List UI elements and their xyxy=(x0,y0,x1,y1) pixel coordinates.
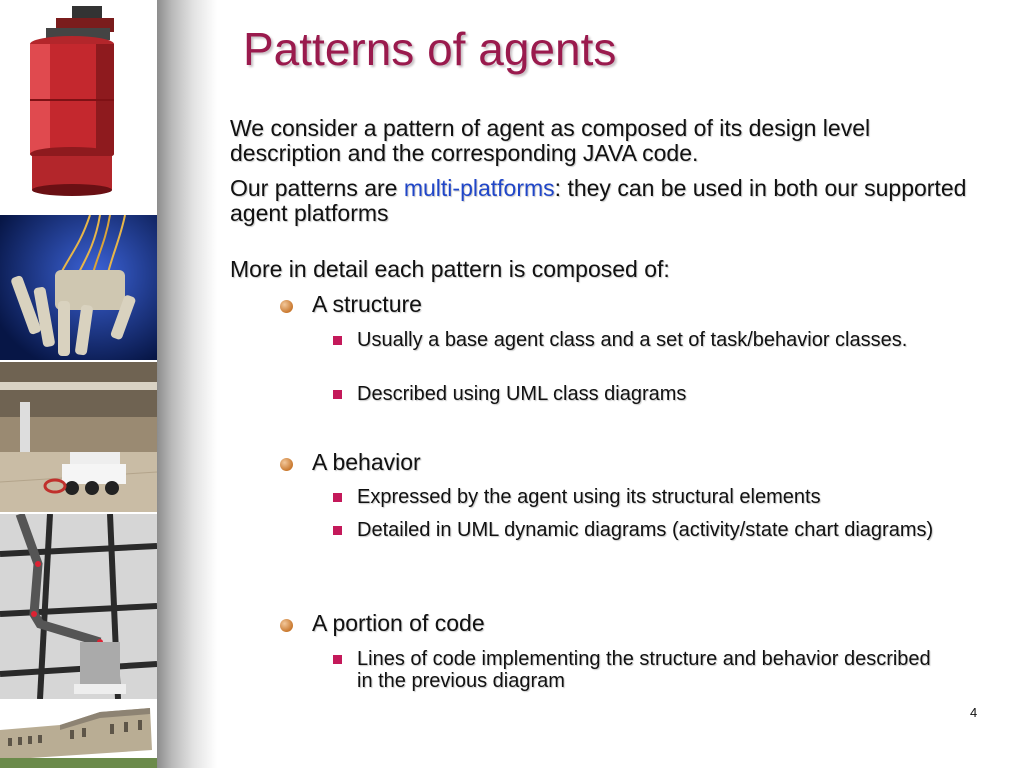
sidebar-photo-strip xyxy=(0,0,157,768)
code-bullet: A portion of code xyxy=(312,610,485,636)
bullet-square-icon xyxy=(333,390,342,399)
robot-arm-grid-photo xyxy=(0,514,157,699)
page-number: 4 xyxy=(970,705,978,720)
sidebar-shadow-divider xyxy=(157,0,217,768)
platforms-text-after: : they can be used in both our supported agent platforms xyxy=(230,175,967,226)
intro-paragraph: We consider a pattern of agent as composed of its design level description and the corresponding JAVA code. xyxy=(230,115,871,166)
bullet-dot-icon xyxy=(280,619,293,632)
historic-building-photo xyxy=(0,700,157,768)
robotic-hand-photo xyxy=(0,215,157,360)
structure-sub-item-1: Usually a base agent class and a set of task/behavior classes. xyxy=(357,329,908,351)
bullet-square-icon xyxy=(333,493,342,502)
slide-title: Patterns of agents xyxy=(243,23,617,75)
small-mobile-robot-photo xyxy=(0,362,157,512)
behavior-sub-item-2: Detailed in UML dynamic diagrams (activity/state chart diagrams) xyxy=(357,519,934,541)
behavior-bullet: A behavior xyxy=(312,449,421,475)
bullet-square-icon xyxy=(333,655,342,664)
structure-bullet: A structure xyxy=(312,291,422,317)
bullet-dot-icon xyxy=(280,300,293,313)
platforms-text-before: Our patterns are xyxy=(230,175,404,201)
behavior-sub-item-1: Expressed by the agent using its structural elements xyxy=(357,486,821,508)
multi-platforms-link[interactable]: multi-platforms xyxy=(403,175,555,201)
bullet-square-icon xyxy=(333,336,342,345)
platforms-paragraph xyxy=(230,176,970,226)
code-sub-item-1: Lines of code implementing the structure and behavior described in the previous diagram xyxy=(357,648,931,692)
bullet-dot-icon xyxy=(280,458,293,471)
red-cylinder-robot-photo xyxy=(0,0,157,213)
detail-intro-paragraph: More in detail each pattern is composed of: xyxy=(230,256,670,282)
structure-sub-item-2: Described using UML class diagrams xyxy=(357,383,687,405)
bullet-square-icon xyxy=(333,526,342,535)
